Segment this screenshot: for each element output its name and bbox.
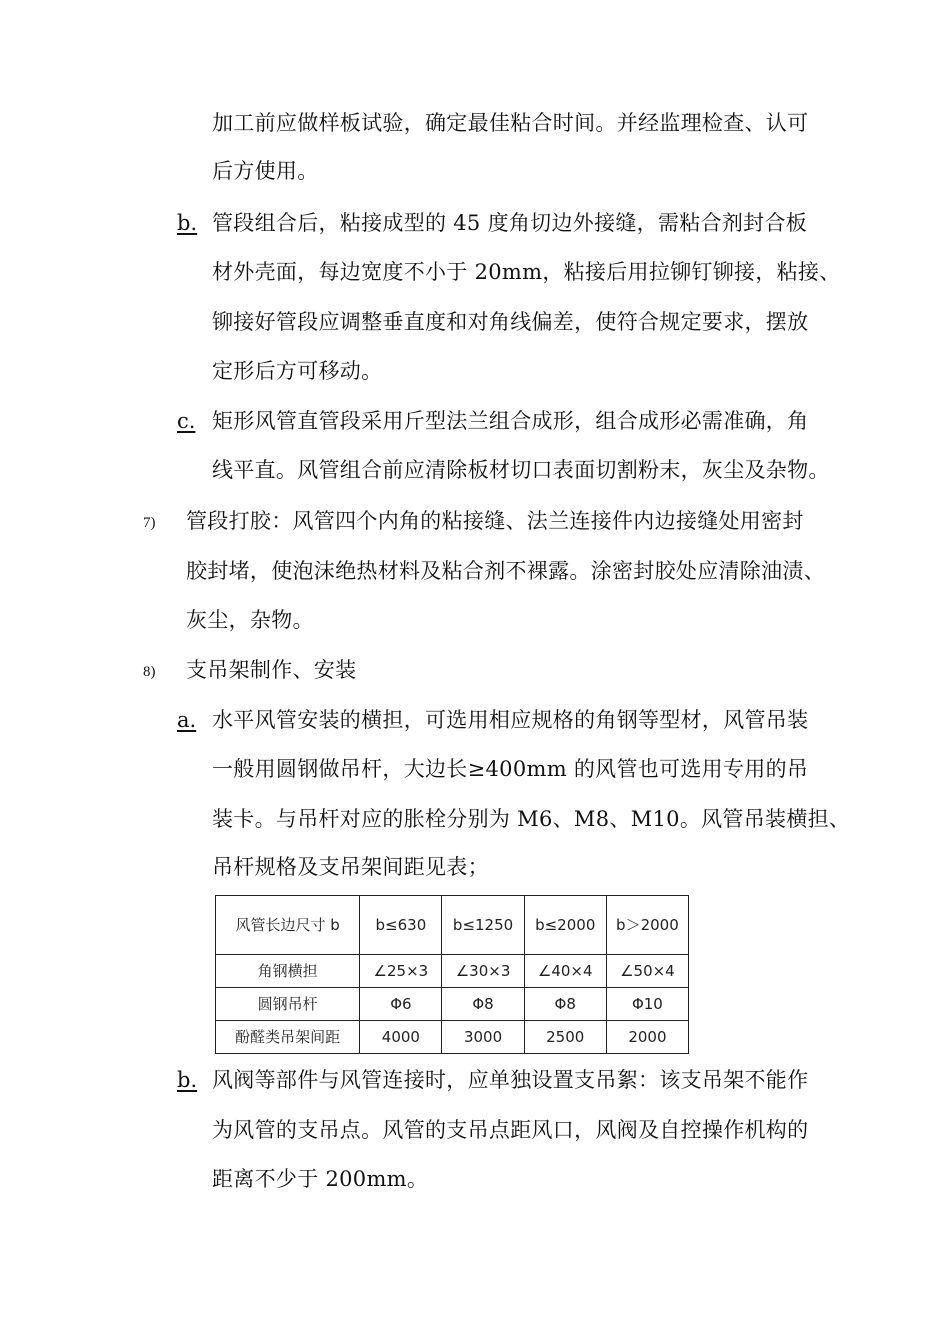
table-cell: ∠40×4 bbox=[524, 955, 606, 988]
body-text-line: 吊杆规格及支吊架间距见表； bbox=[212, 855, 489, 879]
table-cell: ∠30×3 bbox=[442, 955, 524, 988]
section-heading: 支吊架制作、安装 bbox=[186, 658, 357, 682]
table-row bbox=[216, 955, 689, 988]
table-cell: ∠25×3 bbox=[360, 955, 442, 988]
list-marker-c: c. bbox=[177, 409, 196, 433]
body-text-line: 管段组合后，粘接成型的 45 度角切边外接缝，需粘合剂封合板 bbox=[212, 211, 808, 235]
table-cell: Φ8 bbox=[524, 988, 606, 1021]
body-text-line: 一般用圆钢做吊杆，大边长≥400mm 的风管也可选用专用的吊 bbox=[212, 757, 809, 781]
table-cell: 3000 bbox=[442, 1021, 524, 1054]
table-cell: 2000 bbox=[606, 1021, 688, 1054]
table-header-cell: 风管长边尺寸 b bbox=[216, 896, 360, 955]
table-header-cell: b≤630 bbox=[360, 896, 442, 955]
table-header-cell: b≤2000 bbox=[524, 896, 606, 955]
table-header-cell: b＞2000 bbox=[606, 896, 688, 955]
list-number-8: 8) bbox=[143, 664, 156, 680]
table-header-row bbox=[216, 896, 689, 955]
body-text-line: 加工前应做样板试验，确定最佳粘合时间。并经监理检查、认可 bbox=[212, 111, 809, 135]
table-row bbox=[216, 1021, 689, 1054]
body-text-line: 管段打胶：风管四个内角的粘接缝、法兰连接件内边接缝处用密封 bbox=[186, 509, 804, 533]
table-cell: 2500 bbox=[524, 1021, 606, 1054]
list-number-7: 7) bbox=[143, 515, 156, 531]
body-text-line: 矩形风管直管段采用斤型法兰组合成形，组合成形必需准确，角 bbox=[212, 409, 809, 433]
body-text-line: 铆接好管段应调整垂直度和对角线偏差，使符合规定要求，摆放 bbox=[212, 310, 809, 334]
table-cell: 酚醛类吊架间距 bbox=[216, 1021, 360, 1054]
table-cell: 4000 bbox=[360, 1021, 442, 1054]
body-text-line: 灰尘，杂物。 bbox=[186, 608, 314, 632]
body-text-line: 风阀等部件与风管连接时，应单独设置支吊絮：该支吊架不能作 bbox=[212, 1068, 809, 1092]
list-marker-b: b. bbox=[177, 211, 198, 235]
body-text-line: 定形后方可移动。 bbox=[212, 359, 383, 383]
table-cell: Φ6 bbox=[360, 988, 442, 1021]
spec-table bbox=[215, 895, 689, 1054]
table-cell: Φ10 bbox=[606, 988, 688, 1021]
table-cell: 圆钢吊杆 bbox=[216, 988, 360, 1021]
table-header-cell: b≤1250 bbox=[442, 896, 524, 955]
table-cell: Φ8 bbox=[442, 988, 524, 1021]
body-text-line: 装卡。与吊杆对应的胀栓分别为 M6、M8、M10。风管吊装横担、 bbox=[212, 807, 851, 831]
list-marker-b: b. bbox=[177, 1068, 198, 1092]
body-text-line: 线平直。风管组合前应清除板材切口表面切割粉末，灰尘及杂物。 bbox=[212, 458, 830, 482]
list-marker-a: a. bbox=[177, 708, 197, 732]
body-text-line: 材外壳面，每边宽度不小于 20mm，粘接后用拉铆钉铆接，粘接、 bbox=[212, 260, 841, 284]
table-cell: ∠50×4 bbox=[606, 955, 688, 988]
table-row bbox=[216, 988, 689, 1021]
table-cell: 角钢横担 bbox=[216, 955, 360, 988]
body-text-line: 距离不少于 200mm。 bbox=[212, 1167, 429, 1191]
body-text-line: 胶封堵，使泡沫绝热材料及粘合剂不裸露。涂密封胶处应清除油渍、 bbox=[186, 559, 825, 583]
body-text-line: 后方使用。 bbox=[212, 159, 319, 183]
body-text-line: 为风管的支吊点。风管的支吊点距风口，风阀及自控操作机构的 bbox=[212, 1118, 809, 1142]
body-text-line: 水平风管安装的横担，可选用相应规格的角钢等型材，风管吊装 bbox=[212, 708, 809, 732]
